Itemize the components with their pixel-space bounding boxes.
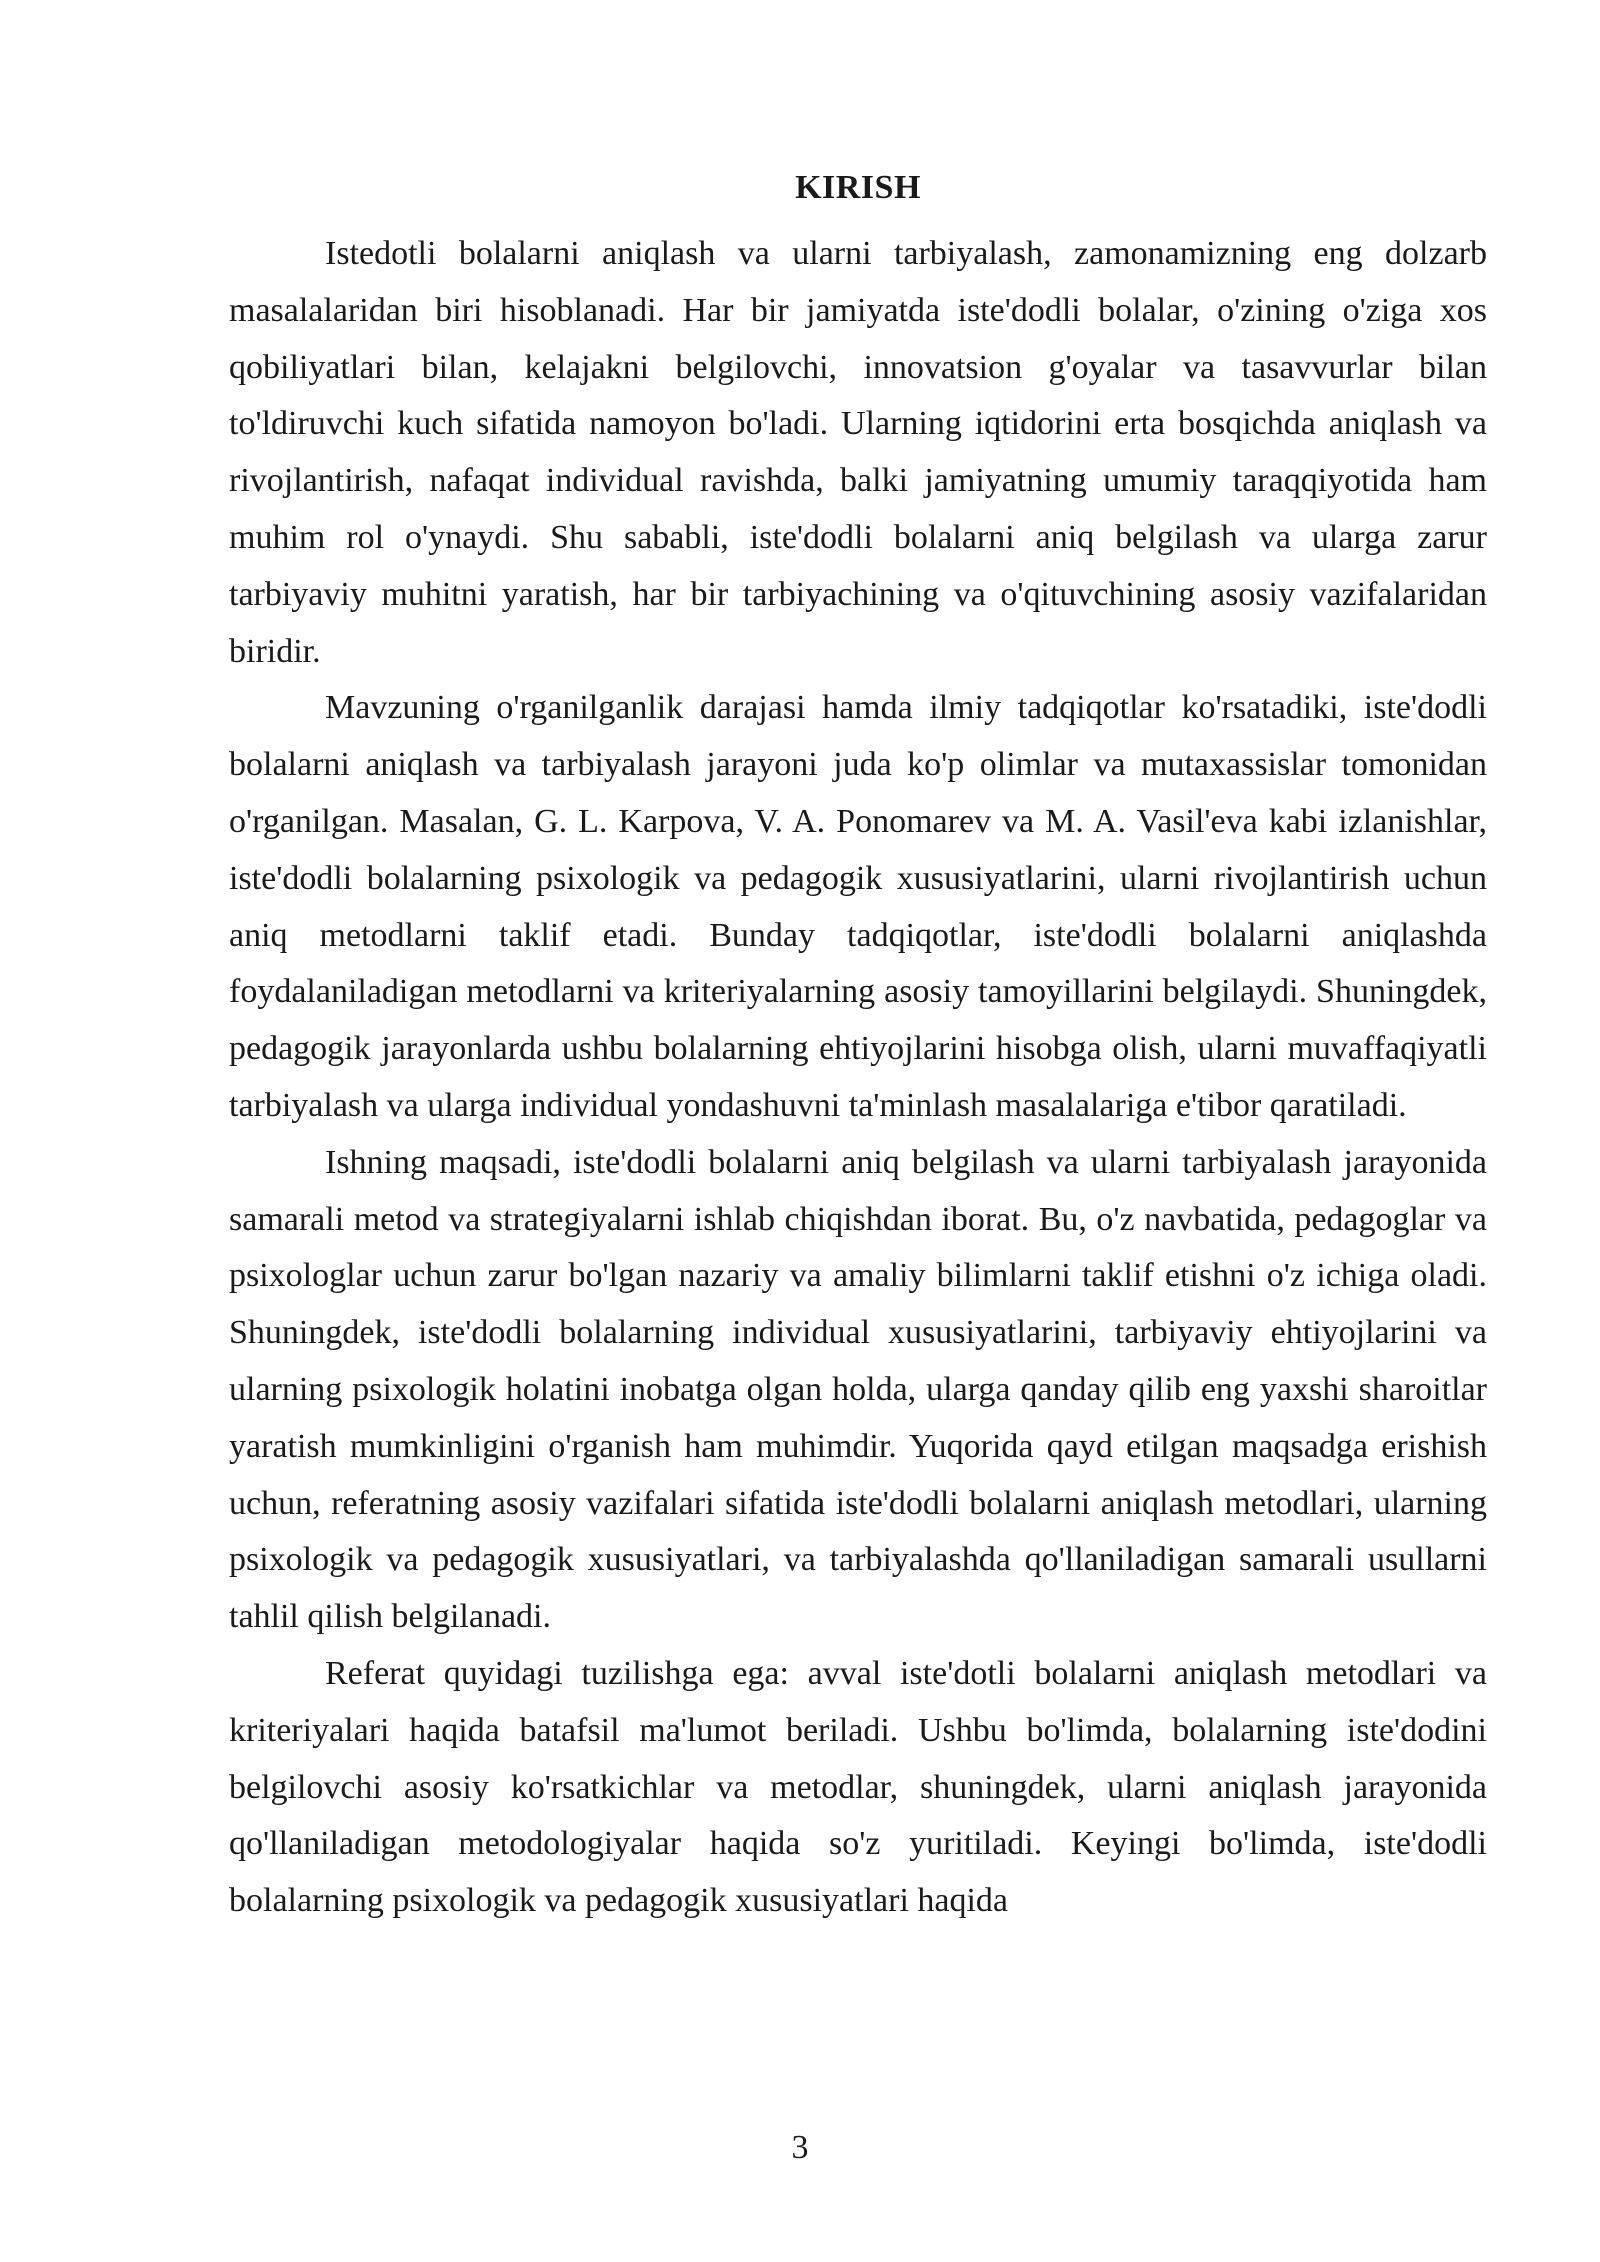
page-number: 3 (791, 2129, 809, 2166)
page-content (229, 160, 1487, 1930)
paragraph-work-goal: Ishning maqsadi, iste'dodli bolalarni aniq belgilash va ularni tarbiyalash jarayonida samarali metod va strategiyalarni ishlab chiqishdan iborat. Bu, o'z navbatida, pedagoglar va psixologlar uchun zarur bo'lgan nazariy va amaliy bilimlarni taklif etishni o'z ichiga oladi. Shuningdek, iste'dodli bolalarning individual xususiyatlarini, tarbiyaviy ehtiyojlarini va ularning psixologik holatini inobatga olgan holda, ularga qanday qilib eng yaxshi sharoitlar yaratish mumkinligini o'rganish ham muhimdir. Yuqorida qayd etilgan maqsadga erishish uchun, referatning asosiy vazifalari sifatida iste'dodli bolalarni aniqlash metodlari, ularning psixologik va pedagogik xususiyatlari, va tarbiyalashda qo'llaniladigan samarali usullarni tahlil qilish belgilanadi. (229, 1143, 1487, 1636)
paragraph-research-degree: Mavzuning o'rganilganlik darajasi hamda ilmiy tadqiqotlar ko'rsatadiki, iste'dodli bolalarni aniqlash va tarbiyalash jarayoni juda ko'p olimlar va mutaxassislar tomonidan o'rganilgan. Masalan, G. L. Karpova, V. A. Ponomarev va M. A. Vasil'eva kabi izlanishlar, iste'dodli bolalarning psixologik va pedagogik xususiyatlarini, ularni rivojlantirish uchun aniq metodlarni taklif etadi. Bunday tadqiqotlar, iste'dodli bolalarni aniqlashda foydalaniladigan metodlarni va kriteriyalarning asosiy tamoyillarini belgilaydi. Shuningdek, pedagogik jarayonlarda ushbu bolalarning ehtiyojlarini hisobga olish, ularni muvaffaqiyatli tarbiyalash va ularga individual yondashuvni ta'minlash masalalariga e'tibor qaratiladi. (229, 689, 1487, 1124)
paragraph-structure: Referat quyidagi tuzilishga ega: avval iste'dotli bolalarni aniqlash metodlari va kriteriyalari haqida batafsil ma'lumot beriladi. Ushbu bo'limda, bolalarning iste'dodini belgilovchi asosiy ko'rsatkichlar va metodlar, shuningdek, ularni aniqlash jarayonida qo'llaniladigan metodologiyalar haqida so'z yuritiladi. Keyingi bo'limda, iste'dodli bolalarning psixologik va pedagogik xususiyatlari haqida (229, 1654, 1487, 1920)
page-title: KIRISH (795, 169, 921, 206)
paragraph-introduction: Istedotli bolalarni aniqlash va ularni tarbiyalash, zamonamizning eng dolzarb masalalaridan biri hisoblanadi. Har bir jamiyatda iste'dodli bolalar, o'zining o'ziga xos qobiliyatlari bilan, kelajakni belgilovchi, innovatsion g'oyalar va tasavvurlar bilan to'ldiruvchi kuch sifatida namoyon bo'ladi. Ularning iqtidorini erta bosqichda aniqlash va rivojlantirish, nafaqat individual ravishda, balki jamiyatning umumiy taraqqiyotida ham muhim rol o'ynaydi. Shu sababli, iste'dodli bolalarni aniq belgilash va ularga zarur tarbiyaviy muhitni yaratish, har bir tarbiyachining va o'qituvchining asosiy vazifalaridan biridir. (229, 235, 1487, 670)
